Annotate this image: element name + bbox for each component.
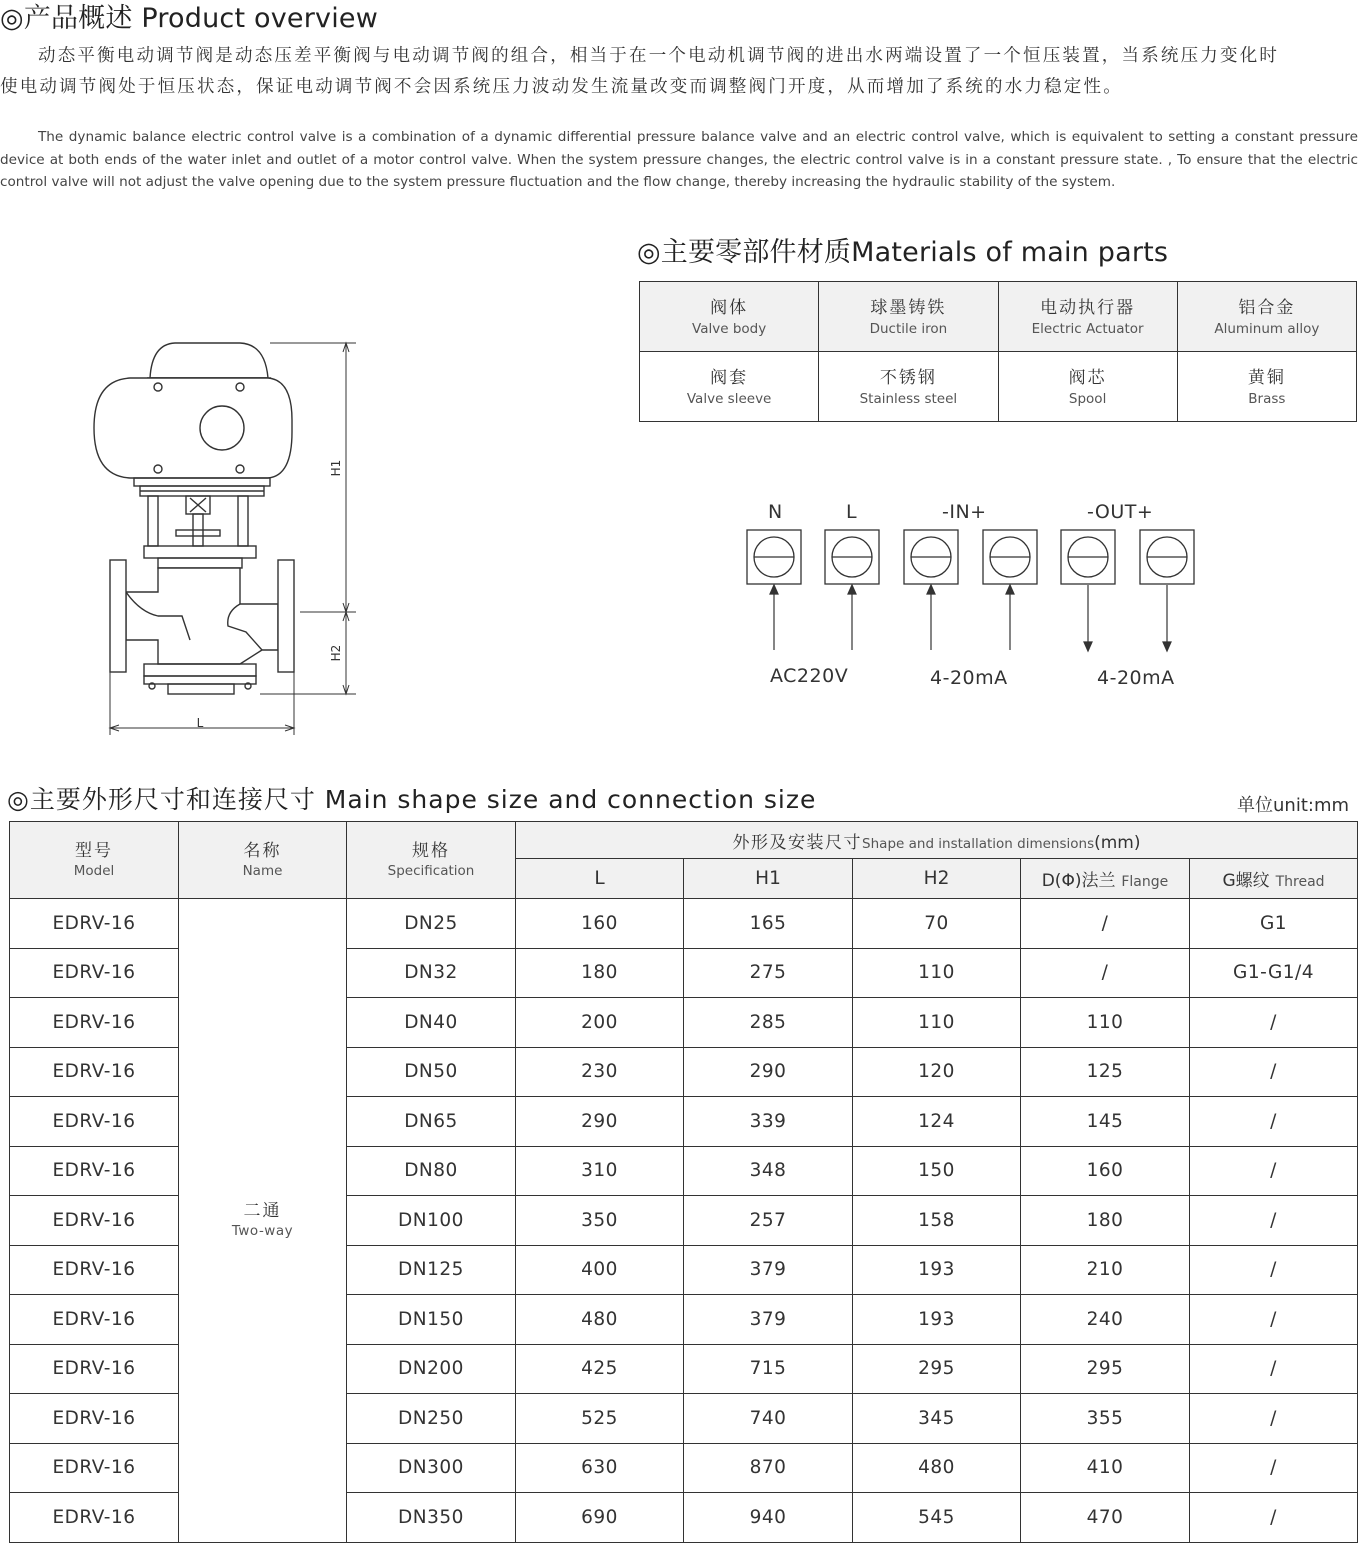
cell-h2: 124 bbox=[853, 1097, 1021, 1147]
materials-cell bbox=[819, 282, 998, 352]
cell-h1: 870 bbox=[684, 1443, 853, 1493]
header-group-en: Shape and installation dimensions bbox=[862, 835, 1095, 852]
cell-model: EDRV-16 bbox=[10, 899, 179, 949]
cell-thread: G1-G1/4 bbox=[1190, 948, 1358, 998]
header-thread-cn: G螺纹 bbox=[1222, 871, 1270, 892]
name-cn: 二通 bbox=[243, 1201, 282, 1222]
header-group bbox=[516, 822, 1358, 859]
material-en: Stainless steel bbox=[859, 390, 958, 407]
cell-spec: DN50 bbox=[347, 1047, 516, 1097]
cell-l: 230 bbox=[516, 1047, 684, 1097]
header-l: L bbox=[516, 859, 684, 899]
material-en: Valve body bbox=[692, 320, 767, 337]
cell-model: EDRV-16 bbox=[10, 998, 179, 1048]
material-en: Electric Actuator bbox=[1031, 320, 1144, 337]
material-en: Brass bbox=[1248, 390, 1286, 407]
cell-spec: DN100 bbox=[347, 1196, 516, 1246]
cell-h2: 193 bbox=[853, 1245, 1021, 1295]
cell-h2: 295 bbox=[853, 1344, 1021, 1394]
cell-thread: / bbox=[1190, 1047, 1358, 1097]
materials-cell bbox=[1177, 282, 1356, 352]
header-name bbox=[179, 822, 347, 899]
header-model bbox=[10, 822, 179, 899]
cell-l: 400 bbox=[516, 1245, 684, 1295]
wiring-label-in: -IN+ bbox=[942, 501, 987, 523]
header-flange-cn: D(Φ)法兰 bbox=[1041, 871, 1116, 892]
header-spec-en: Specification bbox=[387, 863, 475, 879]
overview-cn-line2: 使电动调节阀处于恒压状态，保证电动调节阀不会因系统压力波动发生流量改变而调整阀门开度，从而增加了系统的水力稳定性。 bbox=[0, 77, 1123, 97]
header-h2: H2 bbox=[853, 859, 1021, 899]
cell-model: EDRV-16 bbox=[10, 1295, 179, 1345]
overview-cn-paragraph bbox=[0, 41, 1361, 103]
actuator-body bbox=[94, 378, 292, 478]
cell-model: EDRV-16 bbox=[10, 1394, 179, 1444]
cell-spec: DN25 bbox=[347, 899, 516, 949]
cell-flange: 410 bbox=[1021, 1443, 1190, 1493]
dim-label-l: L bbox=[196, 716, 204, 730]
cell-spec: DN65 bbox=[347, 1097, 516, 1147]
overview-en-paragraph bbox=[0, 126, 1358, 194]
wiring-output-label: 4-20mA bbox=[1097, 667, 1175, 689]
cell-flange: / bbox=[1021, 948, 1190, 998]
cell-spec: DN300 bbox=[347, 1443, 516, 1493]
cell-h1: 740 bbox=[684, 1394, 853, 1444]
dimensions-table bbox=[9, 821, 1358, 1543]
material-cn: 阀芯 bbox=[1068, 367, 1107, 388]
materials-cell bbox=[819, 352, 998, 422]
valve-body bbox=[126, 568, 278, 664]
material-en: Valve sleeve bbox=[686, 390, 772, 407]
cell-l: 180 bbox=[516, 948, 684, 998]
cell-h1: 715 bbox=[684, 1344, 853, 1394]
valve-drawing bbox=[70, 330, 370, 740]
cell-thread: / bbox=[1190, 1295, 1358, 1345]
cell-l: 160 bbox=[516, 899, 684, 949]
cell-h1: 348 bbox=[684, 1146, 853, 1196]
cell-spec: DN80 bbox=[347, 1146, 516, 1196]
cell-spec: DN32 bbox=[347, 948, 516, 998]
material-cn: 阀体 bbox=[710, 297, 749, 318]
header-spec bbox=[347, 822, 516, 899]
cell-model: EDRV-16 bbox=[10, 1443, 179, 1493]
cell-model: EDRV-16 bbox=[10, 1146, 179, 1196]
dim-label-h1: H1 bbox=[329, 459, 343, 477]
cell-thread: / bbox=[1190, 1097, 1358, 1147]
actuator-cap bbox=[150, 343, 268, 378]
cell-thread: / bbox=[1190, 1394, 1358, 1444]
name-en: Two-way bbox=[231, 1223, 294, 1240]
cell-flange: 295 bbox=[1021, 1344, 1190, 1394]
cell-l: 310 bbox=[516, 1146, 684, 1196]
cell-h1: 940 bbox=[684, 1493, 853, 1543]
cell-h2: 480 bbox=[853, 1443, 1021, 1493]
wiring-label-l: L bbox=[846, 501, 858, 523]
cell-name bbox=[179, 899, 347, 1543]
materials-row bbox=[640, 352, 1357, 422]
cell-spec: DN150 bbox=[347, 1295, 516, 1345]
header-name-cn: 名称 bbox=[243, 841, 282, 861]
header-name-en: Name bbox=[242, 863, 283, 879]
cell-spec: DN40 bbox=[347, 998, 516, 1048]
cell-flange: 240 bbox=[1021, 1295, 1190, 1345]
materials-cell bbox=[640, 352, 819, 422]
header-model-cn: 型号 bbox=[75, 841, 113, 861]
material-cn: 电动执行器 bbox=[1040, 297, 1136, 318]
cell-thread: / bbox=[1190, 1493, 1358, 1543]
overview-title: ◎产品概述 Product overview bbox=[0, 3, 379, 34]
dimensions-title: ◎主要外形尺寸和连接尺寸 Main shape size and connection size bbox=[7, 785, 817, 814]
cell-flange: 355 bbox=[1021, 1394, 1190, 1444]
cell-h1: 339 bbox=[684, 1097, 853, 1147]
terminal-in-minus bbox=[904, 530, 958, 584]
cell-l: 200 bbox=[516, 998, 684, 1048]
actuator-window bbox=[200, 406, 244, 450]
terminal-out-plus bbox=[1140, 530, 1194, 584]
cell-flange: / bbox=[1021, 899, 1190, 949]
cell-thread: / bbox=[1190, 1245, 1358, 1295]
cell-flange: 110 bbox=[1021, 998, 1190, 1048]
header-h1: H1 bbox=[684, 859, 853, 899]
overview-cn-line1: 动态平衡电动调节阀是动态压差平衡阀与电动调节阀的组合，相当于在一个电动机调节阀的进出水两端设置了一个恒压装置，当系统压力变化时 bbox=[38, 46, 1280, 66]
materials-row bbox=[640, 282, 1357, 352]
cell-h2: 193 bbox=[853, 1295, 1021, 1345]
materials-table bbox=[639, 281, 1357, 422]
terminal-n bbox=[747, 530, 801, 584]
material-cn: 铝合金 bbox=[1238, 297, 1296, 318]
header-group-cn: 外形及安装尺寸 bbox=[732, 832, 863, 853]
material-cn: 黄铜 bbox=[1247, 367, 1286, 388]
cell-model: EDRV-16 bbox=[10, 1493, 179, 1543]
overview-en-text: The dynamic balance electric control valve is a combination of a dynamic differential pressure balance valve and an electric control valve, which is equivalent to setting a constant pressure device at both ends of the water inlet and outlet of a motor control valve. When the system pressure changes, the electric control valve is in a constant pressure state. , To ensure that the electric control valve will not adjust the valve opening due to the system pressure fluctuation and the flow change, thereby increasing the hydraulic stability of the system. bbox=[0, 129, 1358, 190]
cell-h1: 290 bbox=[684, 1047, 853, 1097]
wiring-label-n: N bbox=[768, 501, 783, 523]
header-flange bbox=[1021, 859, 1190, 899]
material-en: Ductile iron bbox=[869, 320, 948, 337]
cell-l: 425 bbox=[516, 1344, 684, 1394]
material-cn: 不锈钢 bbox=[879, 367, 937, 388]
cell-l: 630 bbox=[516, 1443, 684, 1493]
cell-l: 480 bbox=[516, 1295, 684, 1345]
cell-l: 290 bbox=[516, 1097, 684, 1147]
cell-h1: 257 bbox=[684, 1196, 853, 1246]
header-thread-en: Thread bbox=[1275, 874, 1325, 891]
wiring-terminals bbox=[740, 525, 1200, 660]
materials-title: ◎主要零部件材质Materials of main parts bbox=[637, 237, 1169, 268]
wiring-label-out: -OUT+ bbox=[1087, 501, 1154, 523]
wiring-input-label: 4-20mA bbox=[930, 667, 1008, 689]
cell-h2: 545 bbox=[853, 1493, 1021, 1543]
cell-spec: DN250 bbox=[347, 1394, 516, 1444]
cell-h2: 110 bbox=[853, 948, 1021, 998]
cell-flange: 180 bbox=[1021, 1196, 1190, 1246]
cell-thread: / bbox=[1190, 1344, 1358, 1394]
header-spec-cn: 规格 bbox=[412, 841, 450, 861]
cell-l: 690 bbox=[516, 1493, 684, 1543]
cell-h2: 70 bbox=[853, 899, 1021, 949]
terminal-l bbox=[825, 530, 879, 584]
dimensions-body bbox=[10, 899, 1358, 1543]
wiring-power-label: AC220V bbox=[770, 665, 849, 687]
cell-flange: 160 bbox=[1021, 1146, 1190, 1196]
cell-model: EDRV-16 bbox=[10, 1344, 179, 1394]
cell-l: 350 bbox=[516, 1196, 684, 1246]
header-model-en: Model bbox=[73, 863, 115, 879]
materials-cell bbox=[1177, 352, 1356, 422]
cell-h1: 285 bbox=[684, 998, 853, 1048]
cell-thread: / bbox=[1190, 998, 1358, 1048]
cell-spec: DN200 bbox=[347, 1344, 516, 1394]
cell-h2: 110 bbox=[853, 998, 1021, 1048]
table-row bbox=[10, 899, 1358, 949]
header-group-unit: (mm) bbox=[1094, 832, 1141, 853]
dim-label-h2: H2 bbox=[329, 644, 343, 662]
cell-thread: G1 bbox=[1190, 899, 1358, 949]
cell-model: EDRV-16 bbox=[10, 948, 179, 998]
cell-h1: 379 bbox=[684, 1245, 853, 1295]
cell-model: EDRV-16 bbox=[10, 1245, 179, 1295]
cell-model: EDRV-16 bbox=[10, 1097, 179, 1147]
cell-flange: 145 bbox=[1021, 1097, 1190, 1147]
cell-flange: 210 bbox=[1021, 1245, 1190, 1295]
cell-l: 525 bbox=[516, 1394, 684, 1444]
materials-cell bbox=[998, 352, 1177, 422]
cell-h2: 158 bbox=[853, 1196, 1021, 1246]
cell-thread: / bbox=[1190, 1443, 1358, 1493]
cell-h2: 345 bbox=[853, 1394, 1021, 1444]
header-thread bbox=[1190, 859, 1358, 899]
cell-flange: 470 bbox=[1021, 1493, 1190, 1543]
header-flange-en: Flange bbox=[1121, 874, 1169, 891]
unit-label: 单位unit:mm bbox=[1237, 795, 1350, 816]
cell-spec: DN125 bbox=[347, 1245, 516, 1295]
material-en: Aluminum alloy bbox=[1214, 320, 1320, 337]
terminal-out-minus bbox=[1061, 530, 1115, 584]
cell-h1: 275 bbox=[684, 948, 853, 998]
terminal-in-plus bbox=[983, 530, 1037, 584]
cell-flange: 125 bbox=[1021, 1047, 1190, 1097]
cell-model: EDRV-16 bbox=[10, 1196, 179, 1246]
material-cn: 球墨铸铁 bbox=[870, 297, 947, 318]
materials-cell bbox=[998, 282, 1177, 352]
cell-h2: 150 bbox=[853, 1146, 1021, 1196]
material-cn: 阀套 bbox=[710, 367, 749, 388]
header-row bbox=[10, 822, 1358, 859]
cell-thread: / bbox=[1190, 1146, 1358, 1196]
cell-h2: 120 bbox=[853, 1047, 1021, 1097]
cell-h1: 379 bbox=[684, 1295, 853, 1345]
cell-thread: / bbox=[1190, 1196, 1358, 1246]
cell-spec: DN350 bbox=[347, 1493, 516, 1543]
cell-model: EDRV-16 bbox=[10, 1047, 179, 1097]
materials-cell bbox=[640, 282, 819, 352]
material-en: Spool bbox=[1068, 390, 1107, 407]
cell-h1: 165 bbox=[684, 899, 853, 949]
